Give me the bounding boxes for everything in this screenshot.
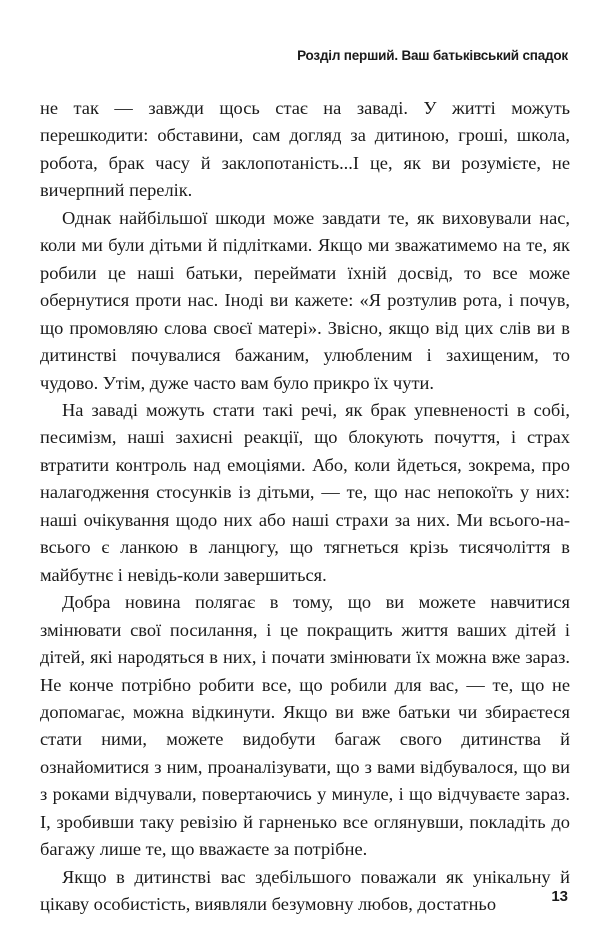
running-header: Розділ перший. Ваш батьківський спадок (297, 48, 568, 63)
paragraph-continued: не так — завжди щось стає на заваді. У житті можуть перешкодити: обставини, сам догляд за дитиною, гроші, школа, робота, брак часу й заклопотаність...І це, як ви розумієте, не вичерпний перелік. (40, 98, 570, 201)
body-text (40, 95, 570, 919)
paragraph: Якщо в дитинстві вас здебільшого поважали як унікальну й цікаву особистість, виявляли безумовну любов, достатньо (40, 866, 570, 915)
page-number: 13 (551, 888, 568, 905)
paragraph: Однак найбільшої шкоди може завдати те, як виховували нас, коли ми були дітьми й підлітками. Якщо ми зважатимемо на те, як робили це наші батьки, переймати їхній досвід, то все може обернутися проти нас. Іноді ви кажете: «Я розтулив рота, і почув, що промовляю слова своєї матері». Звісно, якщо від цих слів ви в дитинстві почувалися бажаним, улюбленим і захищеним, то чудово. Утім, дуже часто вам було прикро їх чути. (40, 207, 570, 393)
paragraph: Добра новина полягає в тому, що ви можете навчитися змінювати свої посилання, і це покращить життя ваших дітей і дітей, які народяться в них, і почати змінювати їх можна вже зараз. Не конче потрібно робити все, що робили для вас, — те, що не допомагає, можна відкинути. Якщо ви вже батьки чи збираєтеся стати ними, можете видобути багаж свого дитинства й ознайомитися з ним, проаналізувати, що з вами відбувалося, що ви з роками відчували, повертаючись у минуле, і що відчуваєте зараз. І, зробивши таку ревізію й гарненько все оглянувши, покладіть до багажу лише те, що вважаєте за потрібне. (40, 592, 570, 860)
paragraph: На заваді можуть стати такі речі, як брак упевненості в собі, песимізм, наші захисні реакції, що блокують почуття, і страх втратити контроль над емоціями. Або, коли йдеться, зокрема, про налагодження стосунків із дітьми, — те, що нас непокоїть у них: наші очікування щодо них або наші страхи за них. Ми всього-на-всього є ланкою в ланцюгу, що тягнеться крізь тисячоліття в майбутнє і невідь-коли завершиться. (40, 399, 570, 585)
